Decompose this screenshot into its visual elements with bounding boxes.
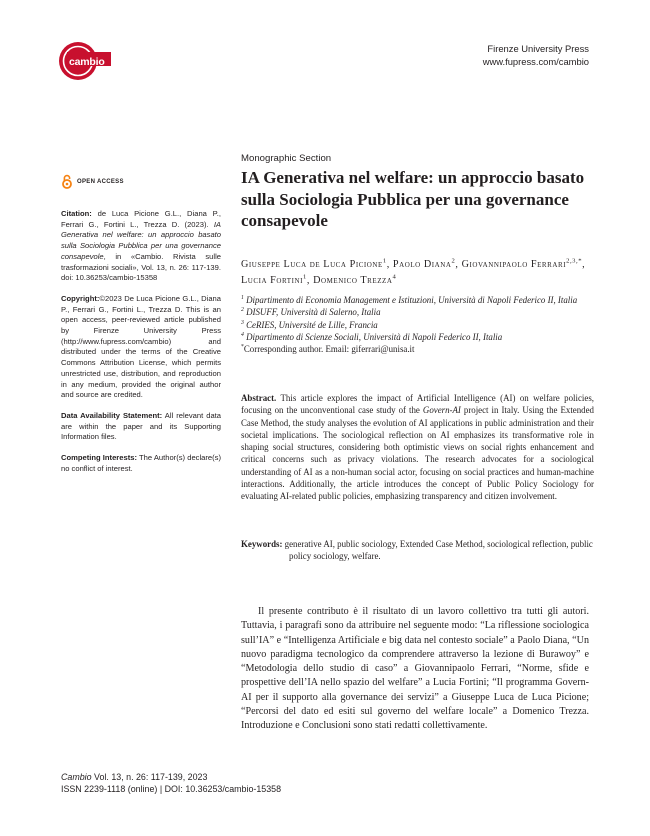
citation-text: de Luca Picione G.L., Diana P., Ferrari G., Fortini L., Trezza D. (2023). bbox=[61, 209, 221, 229]
publisher-info bbox=[483, 42, 589, 68]
article-sidebar bbox=[61, 209, 221, 484]
keywords bbox=[241, 538, 594, 563]
author: Paolo Diana$^2$ bbox=[392, 257, 456, 270]
author: Giovannipaolo Ferrari$^{2,3,*}$ bbox=[461, 257, 583, 270]
section-label: Monographic Section bbox=[241, 153, 332, 164]
corresponding-author: *Corresponding author. Email: giferrari@unisa.it bbox=[241, 344, 415, 355]
affiliation-list bbox=[241, 294, 601, 355]
data-availability bbox=[61, 411, 221, 443]
competing-interests-text: The Author(s) declare(s) no conflict of interest. bbox=[61, 453, 221, 473]
abstract-label: Abstract. bbox=[241, 393, 277, 403]
affiliation: $^2$ DISUFF, Università di Salerno, Italia bbox=[241, 307, 381, 318]
author: Domenico Trezza$^4$ bbox=[313, 273, 397, 286]
abstract: Abstract. This article explores the impact of Artificial Intelligence (AI) on welfare policies, focusing on the unconventional case study of the Govern-AI project in Italy. Using the Extended Case Method, the study analyses the evolution of AI applications in public administration and their societal implications. The sociological reflection on AI emphasizes its transformative role in shaping social structures, considering both optimistic views on social rights enhancement and critical concerns such as privacy violations. The research advocates for a sociological understanding of AI as a non-human social actor, focusing on social practices and human-machine interactions. Additionally, the article introduces the concept of Public Policy Sociology for evaluating AI-related public policies, emphasizing transparency and citizen involvement. bbox=[241, 393, 594, 502]
affiliation: $^4$ Dipartimento di Scienze Sociali, Università di Napoli Federico II, Italia bbox=[241, 331, 503, 342]
data-availability-text: All relevant data are within the paper and its Supporting Information files. bbox=[61, 410, 221, 442]
publisher-name: Firenze University Press bbox=[487, 43, 589, 54]
author: Lucia Fortini$^1$ bbox=[241, 273, 307, 286]
affiliation: $^1$ Dipartimento di Economia Management e Istituzioni, Università di Napoli Federico II, Italia bbox=[241, 295, 578, 305]
keywords-text: generative AI, public sociology, Extended Case Method, sociological reflection, public policy sociology, welfare. bbox=[284, 539, 593, 562]
citation-label: Citation: bbox=[61, 209, 92, 218]
data-availability-label: Data Availability Statement: bbox=[61, 410, 163, 420]
journal-issue: Cambio Vol. 13, n. 26: 117-139, 2023 bbox=[61, 772, 208, 782]
competing-interests bbox=[61, 453, 221, 474]
competing-interests-label: Competing Interests: bbox=[61, 453, 137, 463]
logo-text: cambio bbox=[69, 56, 105, 68]
copyright-label: Copyright: bbox=[61, 293, 100, 303]
body-paragraph: Il presente contributo è il risultato di un lavoro collettivo tra tutti gli autori. Tuttavia, i paragrafi sono da attribuire nel seguente modo: “La riflessione sociologica sull’IA” e “Intelligenza Artificiale e big data nel contesto sociale” a Paolo Diana, “Un nuovo paradigma tecnologico da comprendere attraverso la lezione di Burawoy” e “Metodologia dello studio di caso” a Giovannipaolo Ferrari, “Norme, sfide e prospettive dell’IA nello spazio del welfare” a Lucia Fortini; “Il programma Govern-AI per il supporto alla governance dei servizi” a Giuseppe Luca de Luca Picione; “Percorsi del dato ed esiti sul governo del welfare locale” a Domenico Trezza. Introduzione e Conclusioni sono stati redatti collettivamente. bbox=[241, 606, 589, 732]
article-title: IA Generativa nel welfare: un approccio basato sulla Sociologia Pubblica per una governance consapevole bbox=[241, 168, 585, 230]
citation-title: IA Generativa nel welfare: un approccio basato sulla Sociologia Pubblica per una governance consapevole bbox=[61, 219, 221, 261]
open-access-label: OPEN ACCESS bbox=[77, 178, 124, 185]
copyright bbox=[61, 294, 221, 401]
author-list: Giuseppe Luca de Luca Picione$^1$, Paolo Diana$^2$, Giovannipaolo Ferrari$^{2,3,*}$, Lucia Fortini$^1$, Domenico Trezza$^4$ bbox=[241, 257, 586, 286]
author: Giuseppe Luca de Luca Picione$^1$ bbox=[241, 257, 387, 270]
citation bbox=[61, 209, 221, 284]
keywords-label: Keywords: bbox=[241, 539, 283, 549]
page-footer bbox=[61, 771, 281, 795]
affiliation: $^3$ CeRIES, Université de Lille, Francia bbox=[241, 319, 378, 330]
open-access-badge bbox=[62, 174, 124, 189]
citation-rest: , in «Cambio. Rivista sulle trasformazioni sociali», Vol. 13, n. 26: 117-139. doi: 10.36253/cambio-15358 bbox=[61, 251, 221, 283]
issn-doi: ISSN 2239-1118 (online) | DOI: 10.36253/cambio-15358 bbox=[61, 784, 282, 794]
open-access-lock-icon bbox=[62, 174, 72, 189]
publisher-url[interactable]: www.fupress.com/cambio bbox=[482, 56, 589, 67]
copyright-text: ©2023 De Luca Picione G.L., Diana P., Ferrari G., Fortini L., Trezza D. This is an open access, peer-reviewed article published by Firenze University Press (http://www.fupress.com/cambio) and distributed under the terms of the Creative Commons Attribution License, which permits unrestricted use, distribution, and reproduction in any medium, provided the original author and source are credited. bbox=[61, 293, 221, 400]
